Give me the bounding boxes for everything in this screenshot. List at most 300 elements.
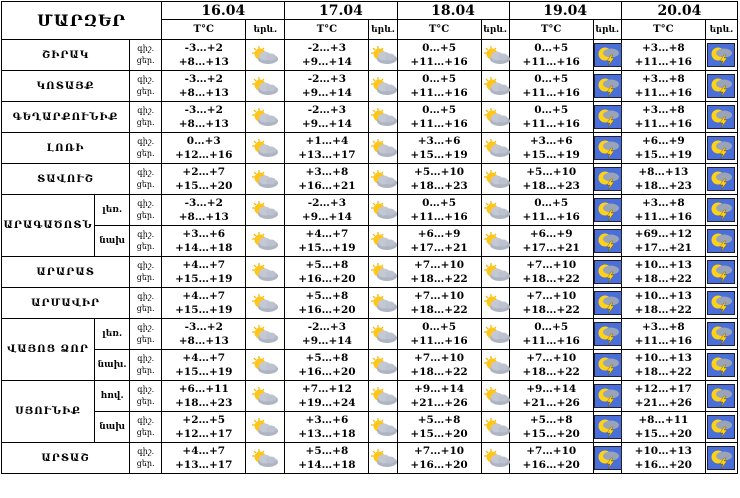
night-temperature: +10…+13 [634,259,692,271]
day-temperature: +15…+20 [522,428,580,440]
day-temperature: +9…+14 [301,118,352,130]
temperature-cell [162,40,246,71]
weather-icon-cell [369,226,397,257]
day-temperature: +18…+22 [410,273,468,285]
night-temperature: +7…+10 [414,290,465,302]
region-name: ԳԵՂԱՐՔՈՒՆԻՔ [2,102,130,133]
day-temperature: +11…+16 [522,118,580,130]
thunderstorm-icon [706,353,737,377]
temp-header: T°C [397,20,481,40]
night-label: գիշ. [137,106,155,115]
weather-icon-cell [705,412,737,443]
subregion-name: լեռ. [95,195,130,226]
night-temperature: 0…+5 [534,197,569,209]
thunderstorm-icon [706,229,737,253]
temperature-cell [397,443,481,474]
weather-icon-cell [705,40,737,71]
temperature-cell [285,133,369,164]
night-temperature: +5…+8 [305,352,349,364]
night-label: գիշ. [137,168,155,177]
day-label: ցեր. [136,118,155,127]
region-row [2,257,738,288]
day-temperature: +18…+22 [634,273,692,285]
sky-header: երև. [246,20,285,40]
day-label: ցեր. [136,56,155,65]
temperature-cell [285,412,369,443]
day-temperature: +15…+20 [175,180,233,192]
night-temperature: +2…+7 [182,166,226,178]
temperature-cell [162,164,246,195]
region-column-title: ՄԱՐԶԵՐ [2,2,162,40]
temperature-cell [509,133,593,164]
night-temperature: +7…+10 [526,352,577,364]
temperature-cell [621,288,705,319]
region-name: ԼՈՌԻ [2,133,130,164]
day-temperature: +18…+22 [634,304,692,316]
thunderstorm-icon [594,415,621,439]
temperature-cell [621,319,705,350]
day-temperature: +11…+16 [522,335,580,347]
weather-icon-cell [369,319,397,350]
region-row [2,350,738,381]
night-temperature: -2…+3 [307,321,347,333]
partly-cloudy-icon [482,447,509,469]
weather-icon-cell [705,381,737,412]
day-temperature: +12…+16 [175,149,233,161]
temperature-cell [397,102,481,133]
weather-icon-cell [481,257,509,288]
night-temperature: +4…+7 [182,259,226,271]
day-temperature: +9…+14 [301,87,352,99]
date-header: 16.04 [162,2,285,20]
partly-cloudy-icon [369,447,396,469]
temperature-cell [285,226,369,257]
partly-cloudy-icon [369,323,396,345]
day-temperature: +21…+26 [410,397,468,409]
temperature-cell [509,71,593,102]
night-label: գիշ. [137,75,155,84]
temperature-cell [162,226,246,257]
temperature-cell [621,164,705,195]
weather-icon-cell [705,226,737,257]
temperature-cell [162,133,246,164]
night-day-label [130,319,162,350]
temperature-cell [621,102,705,133]
thunderstorm-icon [594,167,621,191]
weather-icon-cell [246,319,285,350]
thunderstorm-icon [706,43,737,67]
night-label: գիշ. [137,261,155,270]
partly-cloudy-icon [369,137,396,159]
night-label: գիշ. [137,447,155,456]
weather-icon-cell [593,412,621,443]
day-temperature: +11…+16 [634,118,692,130]
date-header: 18.04 [397,2,509,20]
night-temperature: +3…+6 [417,135,461,147]
weather-icon-cell [705,102,737,133]
sky-header: երև. [705,20,737,40]
subregion-name: հով. [95,381,130,412]
partly-cloudy-icon [369,292,396,314]
night-temperature: +69…+12 [634,228,692,240]
day-temperature: +11…+16 [634,87,692,99]
temperature-cell [509,381,593,412]
day-label: ցեր. [136,87,155,96]
day-temperature: +21…+26 [634,397,692,409]
region-row [2,288,738,319]
day-label: ցեր. [136,273,155,282]
partly-cloudy-icon [369,106,396,128]
date-header: 17.04 [285,2,397,20]
day-temperature: +16…+20 [298,273,356,285]
night-temperature: +3…+8 [641,104,685,116]
region-name: ԱՐՏԱՇ [2,443,130,474]
temperature-cell [509,412,593,443]
region-name: ԱՐԱԳԱԾՈՏՆ [2,195,95,257]
weather-icon-cell [369,195,397,226]
temperature-cell [285,102,369,133]
temperature-cell [397,319,481,350]
night-temperature: +5…+10 [414,166,465,178]
weather-icon-cell [481,350,509,381]
day-label: ցեր. [136,335,155,344]
day-label: ցեր. [136,304,155,313]
thunderstorm-icon [594,136,621,160]
day-temperature: +11…+16 [634,56,692,68]
weather-icon-cell [593,443,621,474]
weather-icon-cell [481,40,509,71]
temperature-cell [397,288,481,319]
thunderstorm-icon [594,384,621,408]
temperature-cell [621,71,705,102]
day-label: ցեր. [136,242,155,251]
night-temperature: +1…+4 [305,135,349,147]
night-temperature: -3…+2 [184,42,223,54]
night-temperature: +3…+8 [641,42,685,54]
weather-icon-cell [705,71,737,102]
day-temperature: +17…+21 [634,242,692,254]
weather-icon-cell [246,195,285,226]
region-row [2,133,738,164]
weather-icon-cell [593,350,621,381]
temperature-cell [397,40,481,71]
temperature-cell [509,443,593,474]
partly-cloudy-icon [369,230,396,252]
partly-cloudy-icon [369,261,396,283]
night-label: գիշ. [137,44,155,53]
day-temperature: +8…+13 [178,87,229,99]
day-temperature: +18…+22 [410,366,468,378]
partly-cloudy-icon [482,261,509,283]
partly-cloudy-icon [369,168,396,190]
night-temperature: -3…+2 [184,321,223,333]
night-temperature: 0…+5 [422,42,457,54]
temperature-cell [621,133,705,164]
day-temperature: +16…+21 [298,180,356,192]
night-temperature: 0…+5 [422,321,457,333]
night-temperature: +4…+7 [182,352,226,364]
weather-icon-cell [246,257,285,288]
partly-cloudy-icon [369,354,396,376]
weather-icon-cell [246,164,285,195]
partly-cloudy-icon [246,292,284,314]
day-temperature: +8…+13 [178,56,229,68]
day-label: ցեր. [136,180,155,189]
temperature-cell [397,195,481,226]
weather-icon-cell [246,443,285,474]
night-temperature: +3…+6 [305,414,349,426]
night-temperature: +4…+7 [305,228,349,240]
sky-header: երև. [593,20,621,40]
region-name: ՇԻՐԱԿ [2,40,130,71]
day-temperature: +13…+18 [298,428,356,440]
day-temperature: +11…+16 [410,87,468,99]
thunderstorm-icon [594,353,621,377]
night-temperature: -3…+2 [184,104,223,116]
night-temperature: +7…+10 [526,445,577,457]
region-row [2,164,738,195]
night-label: գիշ. [137,385,155,394]
night-label: գիշ. [137,230,155,239]
night-temperature: +8…+11 [638,414,689,426]
weather-icon-cell [246,133,285,164]
partly-cloudy-icon [369,416,396,438]
day-temperature: +13…+17 [298,149,356,161]
night-temperature: +4…+7 [182,445,226,457]
partly-cloudy-icon [246,261,284,283]
partly-cloudy-icon [482,416,509,438]
temperature-cell [397,71,481,102]
temp-header: T°C [162,20,246,40]
weather-icon-cell [481,412,509,443]
weather-icon-cell [369,40,397,71]
region-row [2,443,738,474]
night-temperature: +5…+8 [305,445,349,457]
partly-cloudy-icon [246,230,284,252]
weather-icon-cell [481,102,509,133]
day-temperature: +18…+23 [175,397,233,409]
night-temperature: -2…+3 [307,42,347,54]
night-label: գիշ. [137,137,155,146]
night-day-label [130,350,162,381]
weather-icon-cell [369,443,397,474]
weather-icon-cell [246,40,285,71]
night-label: գիշ. [137,292,155,301]
day-temperature: +11…+16 [522,56,580,68]
night-temperature: -2…+3 [307,104,347,116]
night-temperature: +7…+12 [301,383,352,395]
thunderstorm-icon [706,384,737,408]
night-temperature: +3…+8 [641,197,685,209]
weather-icon-cell [705,319,737,350]
day-temperature: +11…+16 [410,118,468,130]
temperature-cell [162,350,246,381]
weather-icon-cell [481,133,509,164]
thunderstorm-icon [594,291,621,315]
temperature-cell [162,443,246,474]
night-day-label [130,257,162,288]
day-temperature: +9…+14 [301,211,352,223]
partly-cloudy-icon [369,385,396,407]
night-day-label [130,133,162,164]
temperature-cell [285,257,369,288]
night-temperature: +9…+14 [414,383,465,395]
thunderstorm-icon [706,322,737,346]
night-day-label [130,40,162,71]
partly-cloudy-icon [246,168,284,190]
temperature-cell [509,319,593,350]
partly-cloudy-icon [246,106,284,128]
temperature-cell [509,226,593,257]
partly-cloudy-icon [482,199,509,221]
thunderstorm-icon [706,167,737,191]
weather-icon-cell [246,381,285,412]
partly-cloudy-icon [369,44,396,66]
night-temperature: +3…+6 [529,135,573,147]
night-temperature: 0…+5 [534,42,569,54]
region-row [2,412,738,443]
night-label: գիշ. [137,199,155,208]
thunderstorm-icon [706,415,737,439]
partly-cloudy-icon [246,323,284,345]
night-day-label [130,164,162,195]
thunderstorm-icon [706,446,737,470]
temperature-cell [509,288,593,319]
region-row [2,40,738,71]
temperature-cell [621,257,705,288]
weather-icon-cell [593,195,621,226]
subregion-name: լեռ. [95,319,130,350]
weather-icon-cell [481,288,509,319]
temperature-cell [285,164,369,195]
temp-header: T°C [509,20,593,40]
region-name: ՍՅՈՒՆԻՔ [2,381,95,443]
night-temperature: +7…+10 [414,352,465,364]
partly-cloudy-icon [482,230,509,252]
subregion-name: նախ. [95,350,130,381]
sky-header: երև. [369,20,397,40]
day-temperature: +11…+16 [634,335,692,347]
date-header: 20.04 [621,2,737,20]
thunderstorm-icon [594,260,621,284]
temperature-cell [162,412,246,443]
day-temperature: +15…+19 [175,304,233,316]
night-temperature: -3…+2 [184,197,223,209]
night-temperature: 0…+5 [422,73,457,85]
partly-cloudy-icon [482,137,509,159]
day-temperature: +18…+22 [522,366,580,378]
night-temperature: +5…+8 [529,414,573,426]
night-temperature: 0…+5 [422,197,457,209]
weather-icon-cell [705,288,737,319]
thunderstorm-icon [706,74,737,98]
thunderstorm-icon [706,105,737,129]
night-temperature: +3…+6 [182,228,226,240]
day-temperature: +21…+26 [522,397,580,409]
day-temperature: +15…+20 [634,428,692,440]
weather-icon-cell [246,288,285,319]
region-row [2,319,738,350]
temperature-cell [621,350,705,381]
night-temperature: +2…+5 [182,414,226,426]
night-temperature: +7…+10 [414,259,465,271]
day-temperature: +15…+19 [522,149,580,161]
subregion-name: նախ [95,226,130,257]
day-temperature: +18…+22 [522,273,580,285]
night-temperature: +7…+10 [526,290,577,302]
temperature-cell [162,71,246,102]
day-temperature: +18…+23 [634,180,692,192]
night-temperature: +4…+7 [182,290,226,302]
night-day-label [130,288,162,319]
partly-cloudy-icon [246,416,284,438]
weather-icon-cell [481,443,509,474]
day-temperature: +18…+23 [410,180,468,192]
day-temperature: +14…+18 [298,459,356,471]
day-temperature: +18…+23 [522,180,580,192]
weather-icon-cell [481,319,509,350]
day-temperature: +9…+14 [301,335,352,347]
night-label: գիշ. [137,323,155,332]
day-temperature: +11…+16 [410,211,468,223]
partly-cloudy-icon [482,168,509,190]
temperature-cell [509,102,593,133]
day-temperature: +17…+21 [410,242,468,254]
temperature-cell [509,195,593,226]
day-temperature: +18…+22 [634,366,692,378]
night-temperature: 0…+5 [534,73,569,85]
weather-icon-cell [705,350,737,381]
temperature-cell [285,319,369,350]
weather-icon-cell [705,195,737,226]
day-temperature: +8…+13 [178,335,229,347]
weather-icon-cell [369,257,397,288]
weather-icon-cell [593,71,621,102]
temperature-cell [285,288,369,319]
weather-icon-cell [369,288,397,319]
night-temperature: +5…+8 [417,414,461,426]
day-temperature: +15…+19 [175,273,233,285]
forecast-table [1,1,738,474]
day-label: ցեր. [136,397,155,406]
thunderstorm-icon [706,260,737,284]
day-temperature: +8…+13 [178,118,229,130]
weather-icon-cell [481,164,509,195]
day-temperature: +13…+17 [175,459,233,471]
night-temperature: 0…+3 [186,135,221,147]
day-label: ցեր. [136,459,155,468]
thunderstorm-icon [706,136,737,160]
thunderstorm-icon [594,229,621,253]
thunderstorm-icon [594,74,621,98]
weather-icon-cell [593,319,621,350]
weather-icon-cell [246,71,285,102]
temperature-cell [285,195,369,226]
temperature-cell [397,257,481,288]
temperature-cell [621,381,705,412]
day-temperature: +16…+20 [298,304,356,316]
region-row [2,195,738,226]
day-label: ցեր. [136,211,155,220]
region-name: ԿՈՏԱՅՔ [2,71,130,102]
temperature-cell [162,195,246,226]
temperature-cell [509,257,593,288]
night-day-label [130,443,162,474]
temperature-cell [162,319,246,350]
day-label: ցեր. [136,149,155,158]
day-temperature: +18…+22 [522,304,580,316]
weather-icon-cell [369,102,397,133]
